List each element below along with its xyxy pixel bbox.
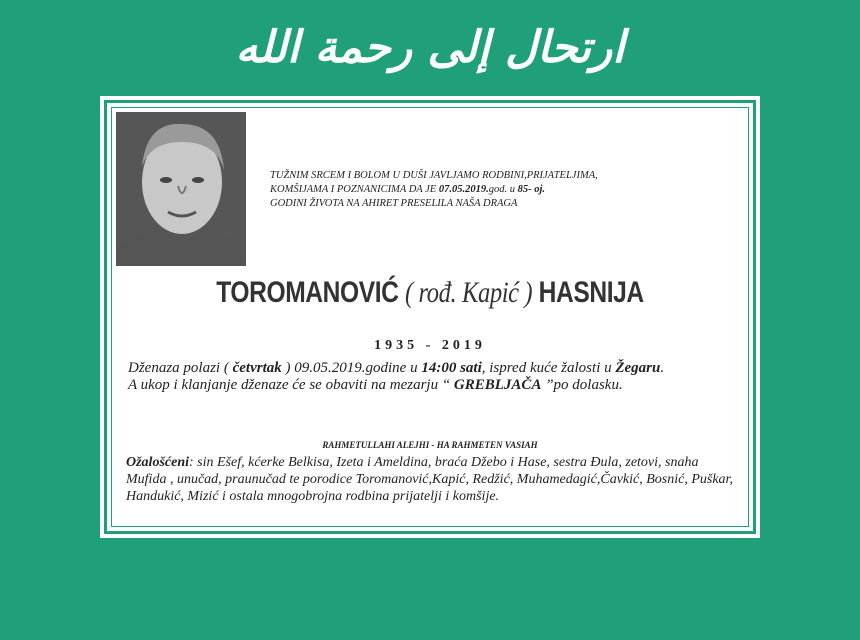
mourners-list bbox=[126, 454, 738, 505]
funeral-day: četvrtak bbox=[232, 360, 282, 376]
intro-line-1: TUŽNIM SRCEM I BOLOM U DUŠI JAVLJAMO RODBINI,PRIJATELJIMA, bbox=[270, 170, 598, 181]
deceased-name bbox=[159, 276, 700, 310]
first-name: HASNIJA bbox=[538, 276, 644, 309]
funeral-details bbox=[128, 360, 738, 394]
intro-line-2-prefix: KOMŠIJAMA I POZNANICIMA DA JE bbox=[270, 184, 437, 195]
funeral-place: Žegaru bbox=[615, 360, 661, 376]
funeral-time: 14:00 bbox=[421, 360, 457, 376]
burial-prefix: A ukop i klanjanje dženaze će se obaviti na mezarju “ bbox=[128, 377, 451, 393]
burial-suffix: ”po dolasku. bbox=[545, 377, 623, 393]
intro-line-3: GODINI ŽIVOTA NA AHIRET PRESELILA NAŠA DRAGA bbox=[270, 198, 518, 209]
surname: TOROMANOVIĆ bbox=[216, 276, 399, 309]
funeral-place-prefix: , ispred kuće žalosti u bbox=[481, 360, 612, 376]
age: 85- oj. bbox=[517, 184, 546, 195]
maiden-name: ( rođ. Kapić ) bbox=[404, 276, 533, 309]
announcement-intro bbox=[270, 169, 740, 211]
funeral-prefix: Dženaza polazi ( bbox=[128, 360, 229, 376]
intro-line-2 bbox=[270, 183, 740, 197]
life-years: 1935 - 2019 bbox=[374, 338, 486, 353]
obituary-card bbox=[100, 96, 760, 538]
deceased-photo bbox=[116, 112, 246, 266]
mourners-label: Ožalošćeni bbox=[126, 455, 189, 470]
prayer-line: RAHMETULLAHI ALEJHI - HA RAHMETEN VASIAH bbox=[322, 440, 538, 450]
funeral-date: ) 09.05.2019.godine u bbox=[285, 360, 418, 376]
arabic-calligraphy: ارتحال إلى رحمة الله bbox=[235, 22, 625, 73]
funeral-time-word: sati bbox=[460, 360, 482, 376]
burial-line bbox=[128, 377, 738, 394]
funeral-line bbox=[128, 360, 738, 377]
header-calligraphy bbox=[0, 8, 860, 88]
cemetery-name: GREBLJAČA bbox=[453, 377, 542, 393]
mourners-text: : sin Ešef, kćerke Belkisa, Izeta i Ameldina, braća Džebo i Hase, sestra Đula, zetovi, snaha Mufida , unučad, praunučad te porodice Toromanović,Kapić, Redžić, Muhamedagić,Čavkić, Bosnić, Puškar, Handukić, Mizić i ostala mnogobrojna rodbina prijatelji i komšije. bbox=[126, 455, 733, 504]
funeral-place-suffix: . bbox=[660, 360, 665, 376]
intro-line-2-mid: god. u bbox=[488, 184, 515, 195]
death-date: 07.05.2019. bbox=[438, 184, 489, 195]
